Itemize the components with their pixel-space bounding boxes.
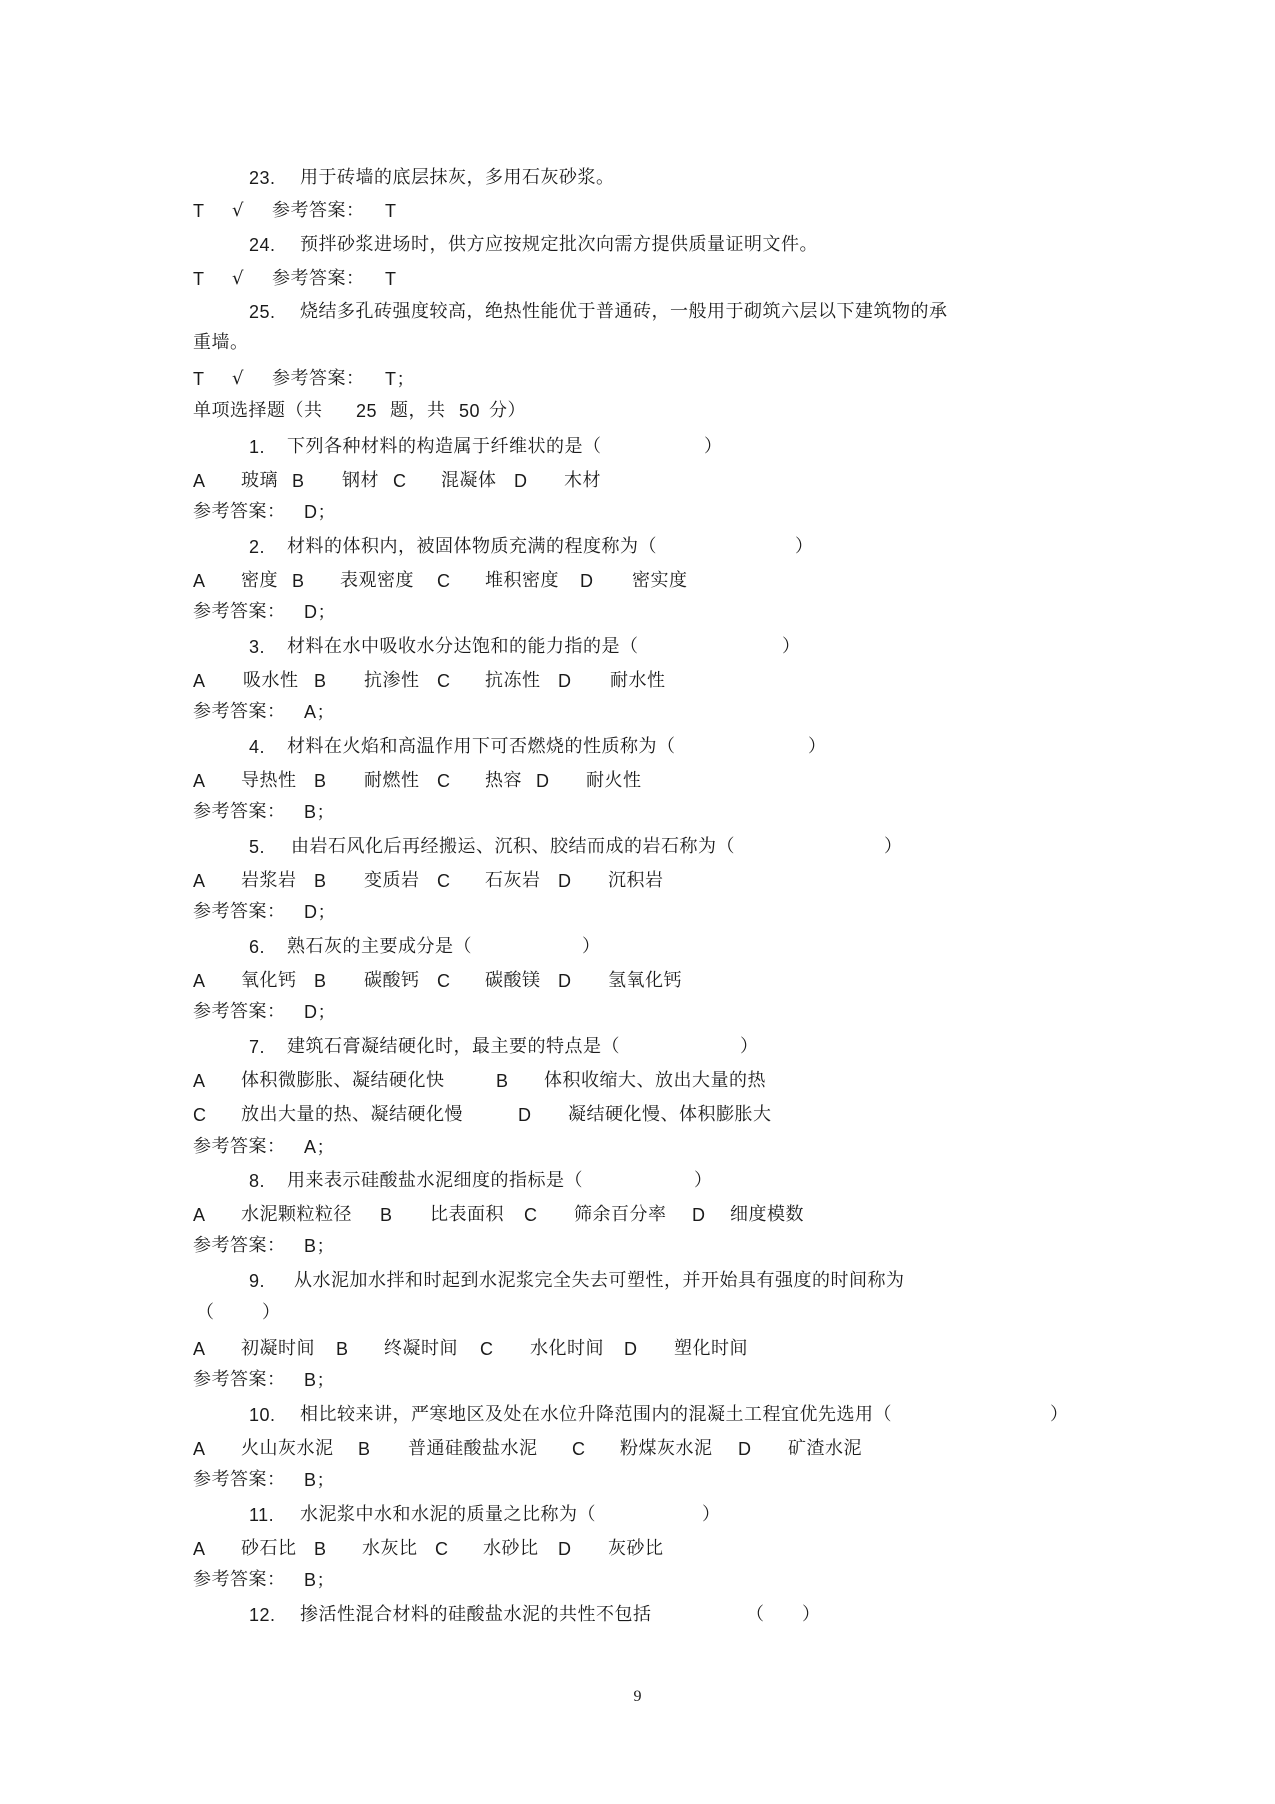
answer-label: 参考答案： bbox=[272, 368, 365, 389]
question-open-paren: （ bbox=[746, 1604, 765, 1625]
option-c-text: 碳酸镁 bbox=[485, 970, 541, 991]
question-close-paren: ） bbox=[1050, 1404, 1069, 1425]
option-b-text: 体积收缩大、放出大量的热 bbox=[544, 1070, 766, 1091]
section-mid: 题，共 bbox=[390, 400, 446, 421]
option-d-text: 矿渣水泥 bbox=[788, 1438, 862, 1459]
option-c-letter: C bbox=[437, 871, 451, 891]
option-a-letter: A bbox=[193, 671, 206, 691]
answer-label: 参考答案： bbox=[193, 1469, 286, 1490]
question-close-paren: ） bbox=[704, 436, 723, 457]
option-c-text: 粉煤灰水泥 bbox=[620, 1438, 713, 1459]
question-close-paren: ） bbox=[582, 936, 601, 957]
answer-value: B； bbox=[304, 1236, 336, 1256]
option-b-letter: B bbox=[292, 471, 305, 491]
option-d-text: 耐水性 bbox=[610, 670, 666, 691]
question-text: 下列各种材料的构造属于纤维状的是（ bbox=[287, 436, 602, 457]
option-a-text: 砂石比 bbox=[241, 1538, 297, 1559]
question-text: 相比较来讲，严寒地区及处在水位升降范围内的混凝土工程宜优先选用（ bbox=[300, 1404, 892, 1425]
question-close-paren: ） bbox=[702, 1504, 721, 1525]
question-close-paren: ） bbox=[694, 1170, 713, 1191]
option-d-text: 耐火性 bbox=[586, 770, 642, 791]
question-text: 预拌砂浆进场时，供方应按规定批次向需方提供质量证明文件。 bbox=[300, 234, 818, 255]
option-a-letter: A bbox=[193, 1539, 206, 1559]
answer-value: B； bbox=[304, 1570, 336, 1590]
option-d-letter: D bbox=[558, 671, 572, 691]
section-tail: 分） bbox=[489, 400, 526, 421]
question-close-paren: ） bbox=[808, 736, 827, 757]
question-number: 8. bbox=[249, 1171, 266, 1191]
question-text: 材料在水中吸收水分达饱和的能力指的是（ bbox=[287, 636, 639, 657]
question-number: 11. bbox=[249, 1505, 275, 1525]
option-a-text: 导热性 bbox=[241, 770, 297, 791]
option-a-text: 火山灰水泥 bbox=[241, 1438, 334, 1459]
section-count: 25 bbox=[356, 401, 378, 421]
option-a-text: 吸水性 bbox=[243, 670, 299, 691]
option-b-text: 水灰比 bbox=[362, 1538, 418, 1559]
option-c-text: 热容 bbox=[485, 770, 522, 791]
check-mark: √ bbox=[232, 368, 244, 389]
answer-label: 参考答案： bbox=[193, 701, 286, 722]
question-text: 水泥浆中水和水泥的质量之比称为（ bbox=[300, 1504, 596, 1525]
section-title: 单项选择题（共 bbox=[193, 400, 323, 421]
option-c-letter: C bbox=[437, 571, 451, 591]
question-text: 建筑石膏凝结硬化时，最主要的特点是（ bbox=[287, 1036, 620, 1057]
option-b-letter: B bbox=[336, 1339, 349, 1359]
option-c-letter: C bbox=[572, 1439, 586, 1459]
answer-label: 参考答案： bbox=[193, 1136, 286, 1157]
option-a-text: 体积微膨胀、凝结硬化快 bbox=[241, 1070, 445, 1091]
option-d-text: 灰砂比 bbox=[608, 1538, 664, 1559]
question-text: 由岩石风化后再经搬运、沉积、胶结而成的岩石称为（ bbox=[291, 836, 735, 857]
question-number: 7. bbox=[249, 1037, 266, 1057]
question-text-continued: 重墙。 bbox=[193, 332, 249, 353]
answer-value: B； bbox=[304, 1370, 336, 1390]
option-c-letter: C bbox=[437, 671, 451, 691]
option-b-letter: B bbox=[358, 1439, 371, 1459]
option-c-letter: C bbox=[393, 471, 407, 491]
answer-value: A； bbox=[304, 702, 336, 722]
option-a-letter: A bbox=[193, 971, 206, 991]
answer-value: D； bbox=[304, 502, 336, 522]
option-c-text: 水砂比 bbox=[483, 1538, 539, 1559]
answer-value: T bbox=[385, 269, 397, 289]
question-text: 从水泥加水拌和时起到水泥浆完全失去可塑性，并开始具有强度的时间称为 bbox=[294, 1270, 905, 1291]
answer-value: D； bbox=[304, 602, 336, 622]
option-d-letter: D bbox=[692, 1205, 706, 1225]
option-b-text: 表观密度 bbox=[340, 570, 414, 591]
question-text: 用来表示硅酸盐水泥细度的指标是（ bbox=[287, 1170, 583, 1191]
answer-label: 参考答案： bbox=[193, 1235, 286, 1256]
option-d-text: 沉积岩 bbox=[608, 870, 664, 891]
question-text: 材料在火焰和高温作用下可否燃烧的性质称为（ bbox=[287, 736, 676, 757]
option-b-text: 碳酸钙 bbox=[364, 970, 420, 991]
option-d-letter: D bbox=[518, 1105, 532, 1125]
question-close-paren: ） bbox=[740, 1036, 759, 1057]
option-d-text: 细度模数 bbox=[730, 1204, 804, 1225]
option-b-text: 耐燃性 bbox=[364, 770, 420, 791]
option-d-text: 凝结硬化慢、体积膨胀大 bbox=[568, 1104, 772, 1125]
question-text: 熟石灰的主要成分是（ bbox=[287, 936, 472, 957]
option-b-letter: B bbox=[314, 971, 327, 991]
option-b-letter: B bbox=[496, 1071, 509, 1091]
answer-value: D； bbox=[304, 1002, 336, 1022]
option-d-letter: D bbox=[536, 771, 550, 791]
judgement-mark: T bbox=[193, 201, 205, 221]
question-number: 3. bbox=[249, 637, 266, 657]
answer-label: 参考答案： bbox=[193, 1569, 286, 1590]
option-d-text: 塑化时间 bbox=[674, 1338, 748, 1359]
question-close-paren: ） bbox=[802, 1604, 821, 1625]
option-b-letter: B bbox=[314, 771, 327, 791]
question-close-paren: ） bbox=[262, 1302, 281, 1323]
option-c-text: 石灰岩 bbox=[485, 870, 541, 891]
option-c-text: 堆积密度 bbox=[485, 570, 559, 591]
question-number: 9. bbox=[249, 1271, 266, 1291]
judgement-mark: T bbox=[193, 269, 205, 289]
option-a-letter: A bbox=[193, 871, 206, 891]
option-a-letter: A bbox=[193, 471, 206, 491]
option-b-letter: B bbox=[380, 1205, 393, 1225]
answer-label: 参考答案： bbox=[272, 200, 365, 221]
option-c-letter: C bbox=[193, 1105, 207, 1125]
question-close-paren: ） bbox=[884, 836, 903, 857]
option-a-letter: A bbox=[193, 1205, 206, 1225]
option-b-text: 普通硅酸盐水泥 bbox=[408, 1438, 538, 1459]
answer-label: 参考答案： bbox=[193, 601, 286, 622]
option-a-letter: A bbox=[193, 1439, 206, 1459]
answer-value: T； bbox=[385, 369, 415, 389]
option-b-letter: B bbox=[314, 671, 327, 691]
option-c-letter: C bbox=[480, 1339, 494, 1359]
option-a-text: 岩浆岩 bbox=[241, 870, 297, 891]
question-number: 25. bbox=[249, 302, 276, 322]
option-d-text: 密实度 bbox=[632, 570, 688, 591]
option-d-letter: D bbox=[624, 1339, 638, 1359]
option-b-text: 终凝时间 bbox=[384, 1338, 458, 1359]
option-a-letter: A bbox=[193, 771, 206, 791]
option-c-text: 放出大量的热、凝结硬化慢 bbox=[241, 1104, 463, 1125]
answer-value: B； bbox=[304, 1470, 336, 1490]
section-score: 50 bbox=[459, 401, 481, 421]
question-number: 1. bbox=[249, 437, 266, 457]
question-text: 掺活性混合材料的硅酸盐水泥的共性不包括 bbox=[300, 1604, 652, 1625]
option-d-letter: D bbox=[558, 1539, 572, 1559]
option-d-text: 木材 bbox=[564, 470, 601, 491]
option-d-letter: D bbox=[558, 971, 572, 991]
option-c-text: 水化时间 bbox=[530, 1338, 604, 1359]
option-c-letter: C bbox=[524, 1205, 538, 1225]
option-a-letter: A bbox=[193, 1071, 206, 1091]
question-text: 烧结多孔砖强度较高，绝热性能优于普通砖，一般用于砌筑六层以下建筑物的承 bbox=[300, 301, 948, 322]
answer-value: B； bbox=[304, 802, 336, 822]
option-d-letter: D bbox=[514, 471, 528, 491]
page-number: 9 bbox=[633, 1688, 642, 1705]
option-b-text: 比表面积 bbox=[430, 1204, 504, 1225]
answer-value: D； bbox=[304, 902, 336, 922]
option-b-letter: B bbox=[292, 571, 305, 591]
answer-label: 参考答案： bbox=[193, 501, 286, 522]
option-c-text: 混凝体 bbox=[441, 470, 497, 491]
option-a-letter: A bbox=[193, 571, 206, 591]
answer-value: A； bbox=[304, 1137, 336, 1157]
option-b-letter: B bbox=[314, 1539, 327, 1559]
option-a-text: 氧化钙 bbox=[241, 970, 297, 991]
option-b-text: 变质岩 bbox=[364, 870, 420, 891]
option-c-letter: C bbox=[437, 771, 451, 791]
answer-label: 参考答案： bbox=[193, 801, 286, 822]
question-number: 6. bbox=[249, 937, 266, 957]
answer-value: T bbox=[385, 201, 397, 221]
option-c-text: 抗冻性 bbox=[485, 670, 541, 691]
option-b-text: 钢材 bbox=[342, 470, 379, 491]
option-c-letter: C bbox=[437, 971, 451, 991]
question-number: 24. bbox=[249, 235, 276, 255]
option-c-text: 筛余百分率 bbox=[574, 1204, 667, 1225]
question-number: 10. bbox=[249, 1405, 276, 1425]
question-close-paren: ） bbox=[782, 636, 801, 657]
question-close-paren: ） bbox=[795, 536, 814, 557]
question-number: 5. bbox=[249, 837, 266, 857]
option-b-letter: B bbox=[314, 871, 327, 891]
option-d-text: 氢氧化钙 bbox=[608, 970, 682, 991]
option-c-letter: C bbox=[435, 1539, 449, 1559]
answer-label: 参考答案： bbox=[193, 901, 286, 922]
option-a-text: 水泥颗粒粒径 bbox=[241, 1204, 352, 1225]
option-a-text: 密度 bbox=[241, 570, 278, 591]
answer-label: 参考答案： bbox=[272, 268, 365, 289]
check-mark: √ bbox=[232, 200, 244, 221]
question-text: 材料的体积内，被固体物质充满的程度称为（ bbox=[287, 536, 657, 557]
option-d-letter: D bbox=[580, 571, 594, 591]
check-mark: √ bbox=[232, 268, 244, 289]
question-open-paren: （ bbox=[196, 1302, 215, 1323]
question-number: 23. bbox=[249, 168, 276, 188]
option-a-text: 玻璃 bbox=[241, 470, 278, 491]
answer-label: 参考答案： bbox=[193, 1001, 286, 1022]
question-number: 2. bbox=[249, 537, 266, 557]
question-text: 用于砖墙的底层抹灰，多用石灰砂浆。 bbox=[300, 167, 615, 188]
judgement-mark: T bbox=[193, 369, 205, 389]
option-a-text: 初凝时间 bbox=[241, 1338, 315, 1359]
option-b-text: 抗渗性 bbox=[364, 670, 420, 691]
option-d-letter: D bbox=[558, 871, 572, 891]
question-number: 12. bbox=[249, 1605, 276, 1625]
option-d-letter: D bbox=[738, 1439, 752, 1459]
question-number: 4. bbox=[249, 737, 266, 757]
answer-label: 参考答案： bbox=[193, 1369, 286, 1390]
option-a-letter: A bbox=[193, 1339, 206, 1359]
